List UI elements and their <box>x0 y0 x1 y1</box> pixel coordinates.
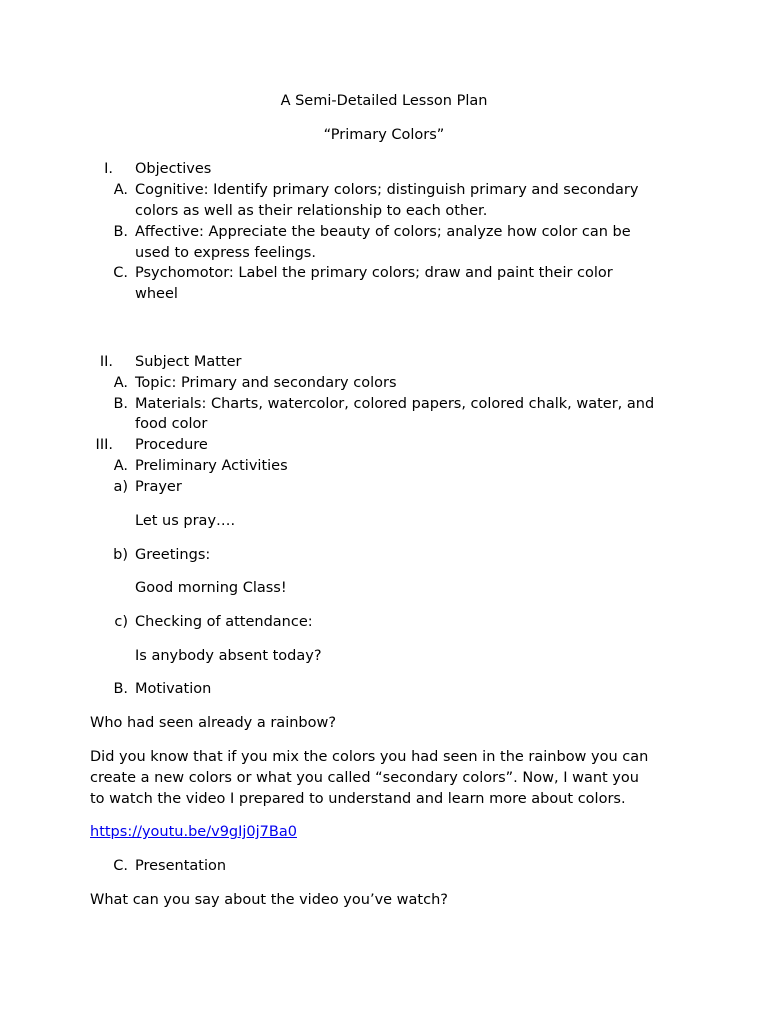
list-marker: B. <box>113 224 128 240</box>
procedure-motivation: Motivation <box>135 681 212 697</box>
procedure-greetings-text: Good morning Class! <box>135 580 287 596</box>
closing-question: What can you say about the video you’ve watch? <box>90 892 448 908</box>
document-title: A Semi-Detailed Lesson Plan <box>280 93 488 109</box>
motivation-paragraph-line3: to watch the video I prepared to understand and learn more about colors. <box>90 791 626 807</box>
section-numeral: I. <box>104 161 113 177</box>
list-marker: B. <box>113 396 128 412</box>
list-marker: B. <box>113 681 128 697</box>
section-numeral: III. <box>95 437 113 453</box>
list-marker: A. <box>113 375 128 391</box>
list-marker: A. <box>113 458 128 474</box>
procedure-attendance-text: Is anybody absent today? <box>135 648 322 664</box>
procedure-prayer: Prayer <box>135 479 182 495</box>
objective-psychomotor-line1: Psychomotor: Label the primary colors; draw and paint their color <box>135 265 613 281</box>
list-marker: a) <box>113 479 128 495</box>
procedure-preliminary: Preliminary Activities <box>135 458 288 474</box>
procedure-presentation: Presentation <box>135 858 227 874</box>
procedure-attendance: Checking of attendance: <box>135 614 313 630</box>
list-marker: b) <box>113 547 128 563</box>
list-marker: C. <box>113 265 128 281</box>
section-numeral: II. <box>99 354 113 370</box>
list-marker: c) <box>114 614 128 630</box>
procedure-greetings: Greetings: <box>135 547 211 563</box>
objective-cognitive-line2: colors as well as their relationship to each other. <box>135 203 488 219</box>
objective-psychomotor-line2: wheel <box>135 286 178 302</box>
objective-affective-line2: used to express feelings. <box>135 245 316 261</box>
video-link[interactable]: https://youtu.be/v9gIj0j7Ba0 <box>90 824 297 840</box>
objective-affective-line1: Affective: Appreciate the beauty of colors; analyze how color can be <box>135 224 631 240</box>
procedure-prayer-text: Let us pray…. <box>135 513 236 529</box>
motivation-paragraph-line1: Did you know that if you mix the colors you had seen in the rainbow you can <box>90 749 649 765</box>
list-marker: C. <box>113 858 128 874</box>
subject-materials-line1: Materials: Charts, watercolor, colored papers, colored chalk, water, and <box>135 396 655 412</box>
section-heading-objectives: Objectives <box>135 161 212 177</box>
objective-cognitive-line1: Cognitive: Identify primary colors; distinguish primary and secondary <box>135 182 639 198</box>
subject-topic: Topic: Primary and secondary colors <box>135 375 397 391</box>
motivation-paragraph-line2: create a new colors or what you called “secondary colors”. Now, I want you <box>90 770 639 786</box>
section-heading-procedure: Procedure <box>135 437 208 453</box>
list-marker: A. <box>113 182 128 198</box>
document-subtitle: “Primary Colors” <box>323 127 445 143</box>
section-heading-subject-matter: Subject Matter <box>135 354 242 370</box>
motivation-question: Who had seen already a rainbow? <box>90 715 337 731</box>
subject-materials-line2: food color <box>135 416 208 432</box>
